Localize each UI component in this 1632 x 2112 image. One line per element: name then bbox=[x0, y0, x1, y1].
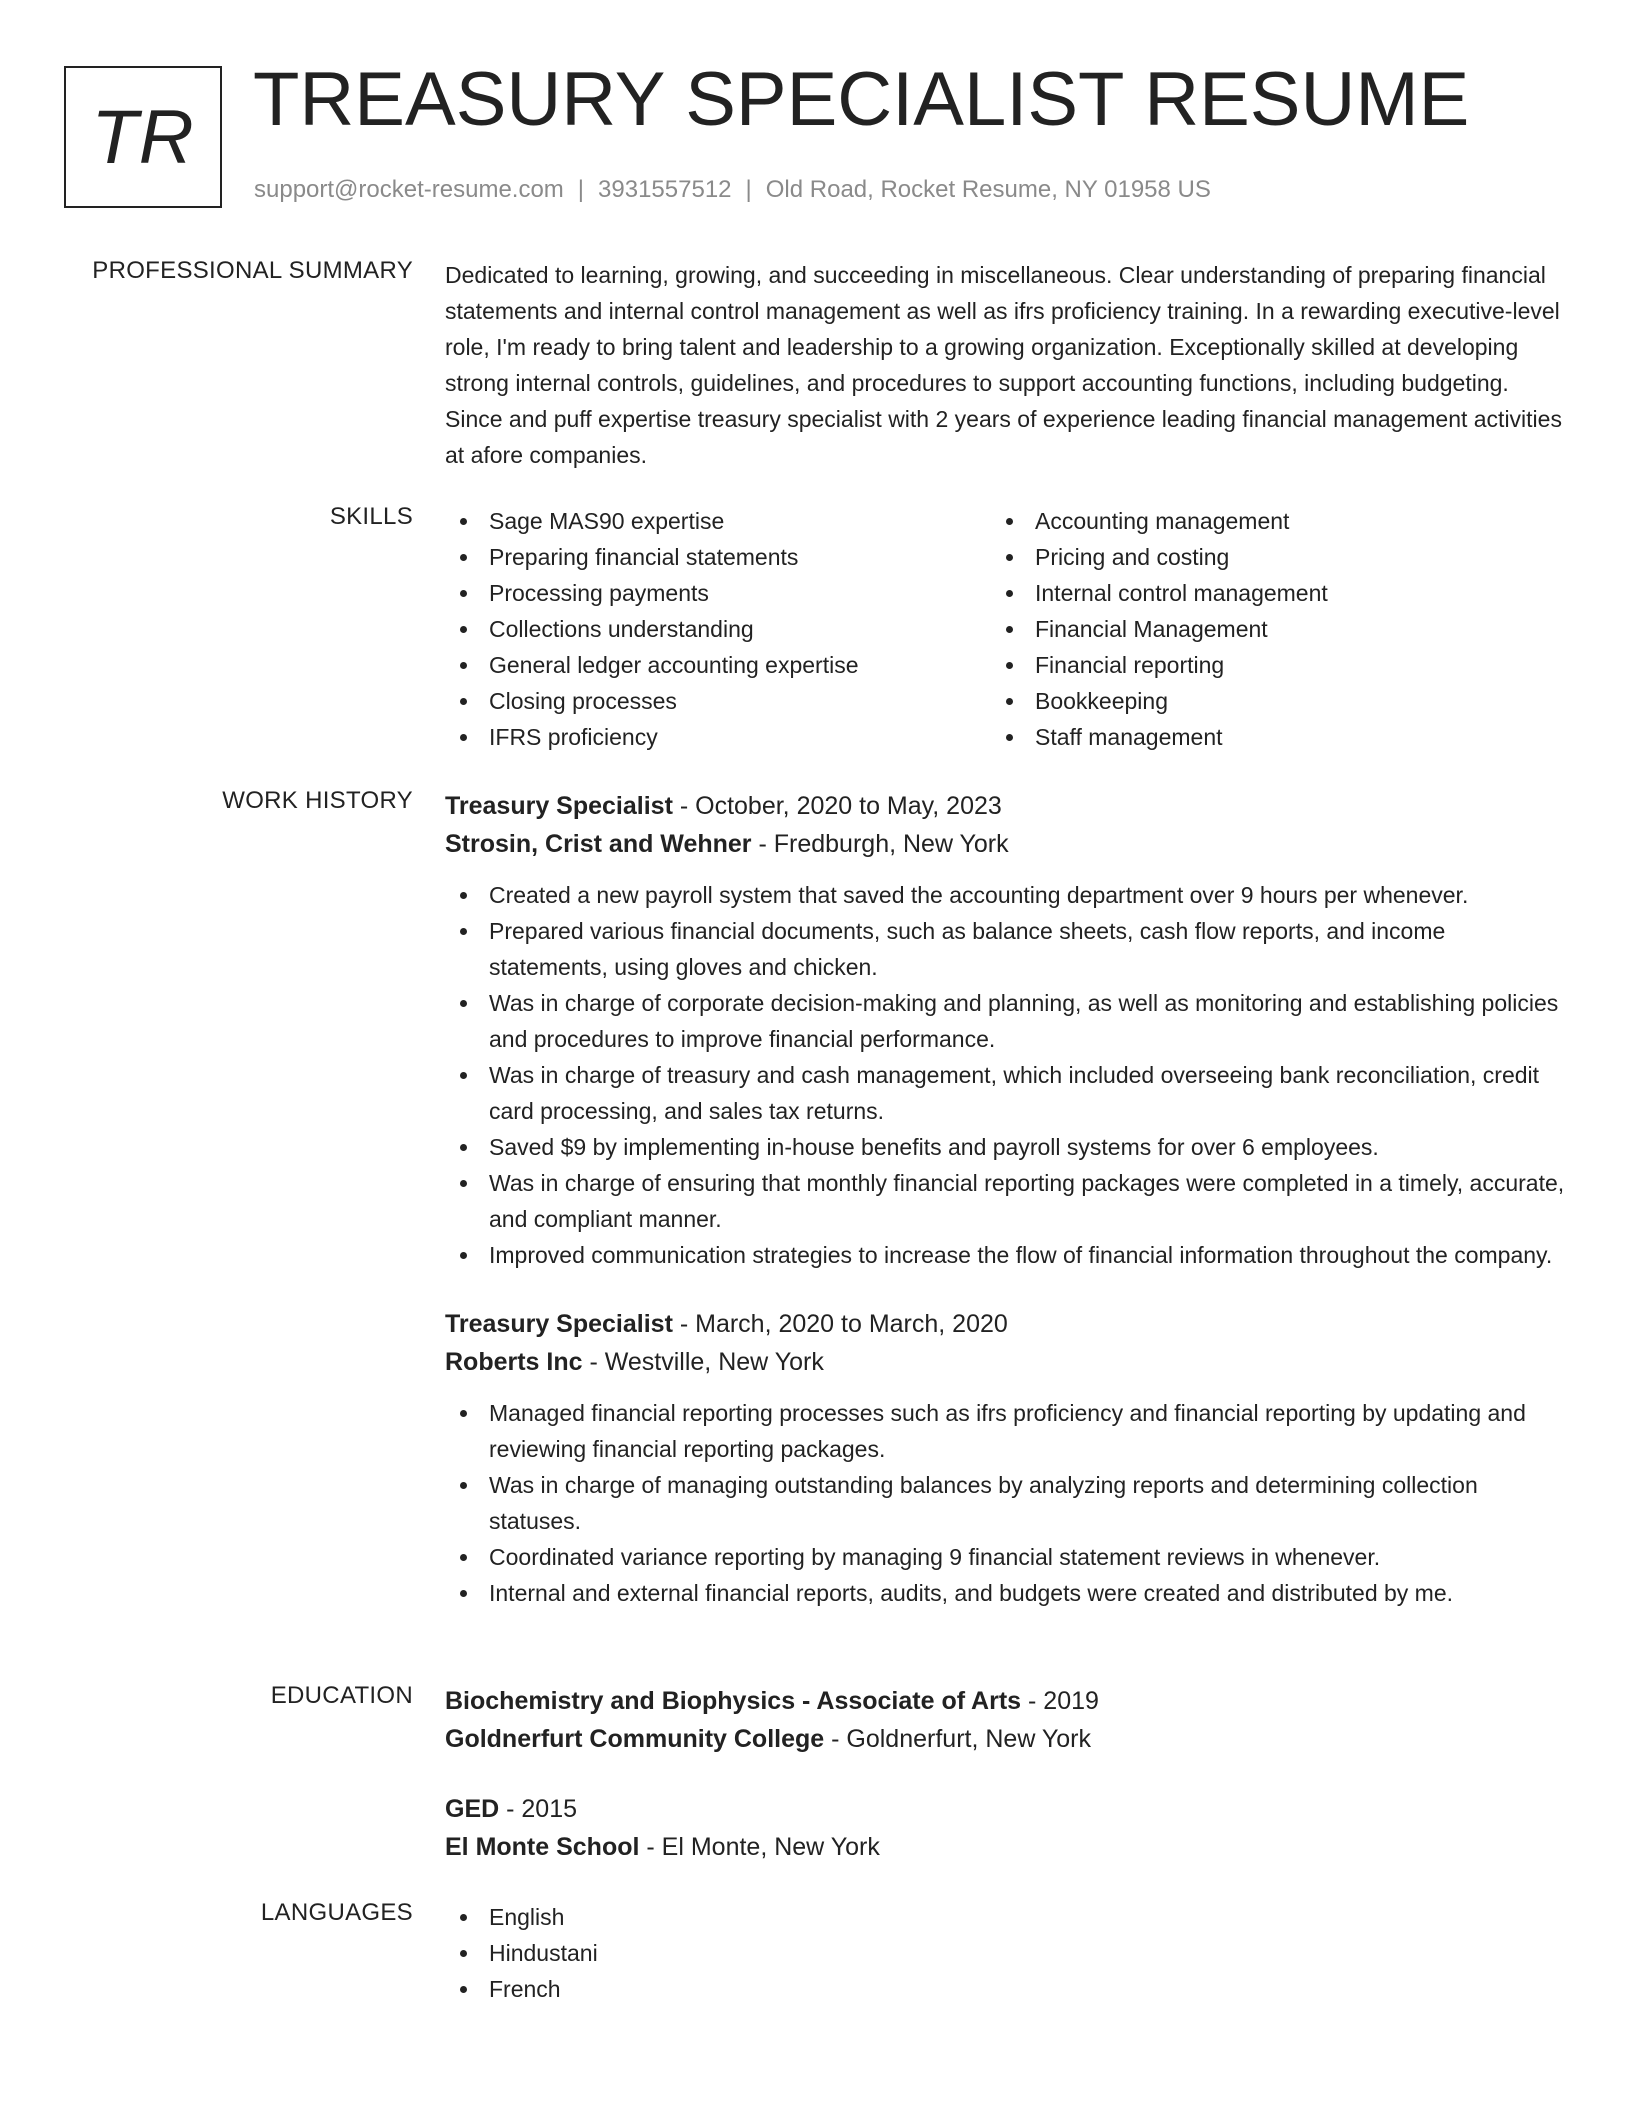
job-duty-item: Was in charge of managing outstanding balances by analyzing reports and determining collection statuses. bbox=[445, 1467, 1565, 1539]
contact-phone[interactable]: 3931557512 bbox=[598, 176, 732, 203]
monogram-badge: TR bbox=[64, 66, 222, 208]
job-duty-item: Prepared various financial documents, such as balance sheets, cash flow reports, and income statements, using gloves and chicken. bbox=[445, 913, 1565, 985]
summary-heading: PROFESSIONAL SUMMARY bbox=[92, 257, 413, 284]
skill-item: Financial Management bbox=[991, 611, 1537, 647]
skill-item: Closing processes bbox=[445, 683, 991, 719]
job-duty-item: Coordinated variance reporting by managing 9 financial statement reviews in whenever. bbox=[445, 1539, 1565, 1575]
languages-body bbox=[445, 1899, 1565, 2007]
job-duty-item: Improved communication strategies to increase the flow of financial information throughout the company. bbox=[445, 1237, 1565, 1273]
job-entry bbox=[445, 787, 1565, 1273]
skill-item: Collections understanding bbox=[445, 611, 991, 647]
job-duties-list bbox=[445, 877, 1565, 1273]
job-company: Strosin, Crist and Wehner bbox=[445, 830, 752, 858]
job-duties-list bbox=[445, 1395, 1565, 1611]
education-degree: Biochemistry and Biophysics - Associate of Arts bbox=[445, 1687, 1022, 1715]
job-duty-item: Internal and external financial reports, audits, and budgets were created and distributed by me. bbox=[445, 1575, 1565, 1611]
job-duty-item: Saved $9 by implementing in-house benefits and payroll systems for over 6 employees. bbox=[445, 1129, 1565, 1165]
skill-item: Staff management bbox=[991, 719, 1537, 755]
language-item: French bbox=[445, 1971, 1565, 2007]
job-dates: - March, 2020 to March, 2020 bbox=[672, 1310, 1008, 1338]
contact-separator: | bbox=[745, 176, 752, 203]
education-school: El Monte School bbox=[445, 1833, 640, 1861]
job-dates: - October, 2020 to May, 2023 bbox=[672, 792, 1002, 820]
education-school-line bbox=[445, 1720, 1565, 1758]
job-title: Treasury Specialist bbox=[445, 1310, 673, 1338]
skill-item: Accounting management bbox=[991, 503, 1537, 539]
education-year: - 2019 bbox=[1021, 1687, 1099, 1715]
job-title-line bbox=[445, 1305, 1565, 1343]
skills-columns bbox=[445, 503, 1565, 755]
contact-address: Old Road, Rocket Resume, NY 01958 US bbox=[765, 176, 1211, 203]
education-entry bbox=[445, 1790, 1565, 1866]
work-history-body bbox=[445, 787, 1565, 1611]
languages-heading: LANGUAGES bbox=[260, 1899, 413, 1926]
job-location: - Westville, New York bbox=[582, 1348, 824, 1376]
work-history-heading: WORK HISTORY bbox=[222, 787, 413, 814]
contact-email[interactable]: support@rocket-resume.com bbox=[254, 176, 564, 203]
contact-info bbox=[254, 176, 1211, 204]
language-item: English bbox=[445, 1899, 1565, 1935]
job-duty-item: Created a new payroll system that saved the accounting department over 9 hours per whenever. bbox=[445, 877, 1565, 913]
job-duty-item: Was in charge of treasury and cash management, which included overseeing bank reconciliation, credit card processing, and sales tax returns. bbox=[445, 1057, 1565, 1129]
job-duty-item: Managed financial reporting processes such as ifrs proficiency and financial reporting by updating and reviewing financial reporting packages. bbox=[445, 1395, 1565, 1467]
skill-item: Pricing and costing bbox=[991, 539, 1537, 575]
education-location: - El Monte, New York bbox=[639, 1833, 880, 1861]
job-title: Treasury Specialist bbox=[445, 792, 673, 820]
education-degree-line bbox=[445, 1682, 1565, 1720]
skill-item: Internal control management bbox=[991, 575, 1537, 611]
language-item: Hindustani bbox=[445, 1935, 1565, 1971]
education-heading: EDUCATION bbox=[270, 1682, 413, 1709]
skill-item: Financial reporting bbox=[991, 647, 1537, 683]
education-degree: GED bbox=[445, 1795, 500, 1823]
job-company-line bbox=[445, 1343, 1565, 1381]
job-duty-item: Was in charge of corporate decision-making and planning, as well as monitoring and establishing policies and procedures to improve financial performance. bbox=[445, 985, 1565, 1057]
job-duty-item: Was in charge of ensuring that monthly financial reporting packages were completed in a timely, accurate, and compliant manner. bbox=[445, 1165, 1565, 1237]
skills-heading: SKILLS bbox=[329, 503, 413, 530]
skill-item: Sage MAS90 expertise bbox=[445, 503, 991, 539]
job-entry bbox=[445, 1305, 1565, 1611]
skill-item: IFRS proficiency bbox=[445, 719, 991, 755]
languages-list bbox=[445, 1899, 1565, 2007]
job-location: - Fredburgh, New York bbox=[751, 830, 1009, 858]
skill-item: General ledger accounting expertise bbox=[445, 647, 991, 683]
skills-list-right bbox=[991, 503, 1537, 755]
job-company: Roberts Inc bbox=[445, 1348, 583, 1376]
skills-list-left bbox=[445, 503, 991, 755]
skill-item: Preparing financial statements bbox=[445, 539, 991, 575]
summary-text: Dedicated to learning, growing, and succeeding in miscellaneous. Clear understanding of preparing financial statements and internal control management as well as ifrs proficiency training. In a rewarding executive-level role, I'm ready to bring talent and leadership to a growing organization. Exceptionally skilled at developing strong internal controls, guidelines, and procedures to support accounting functions, including budgeting. Since and puff expertise treasury specialist with 2 years of experience leading financial management activities at afore companies. bbox=[445, 262, 1562, 468]
contact-separator: | bbox=[577, 176, 585, 203]
education-entry bbox=[445, 1682, 1565, 1758]
education-school: Goldnerfurt Community College bbox=[445, 1725, 825, 1753]
job-title-line bbox=[445, 787, 1565, 825]
skill-item: Bookkeeping bbox=[991, 683, 1537, 719]
skill-item: Processing payments bbox=[445, 575, 991, 611]
resume-title: TREASURY SPECIALIST RESUME bbox=[253, 57, 1470, 142]
education-body bbox=[445, 1682, 1565, 1866]
education-school-line bbox=[445, 1828, 1565, 1866]
job-company-line bbox=[445, 825, 1565, 863]
education-degree-line bbox=[445, 1790, 1565, 1828]
education-location: - Goldnerfurt, New York bbox=[824, 1725, 1091, 1753]
education-year: - 2015 bbox=[499, 1795, 578, 1823]
